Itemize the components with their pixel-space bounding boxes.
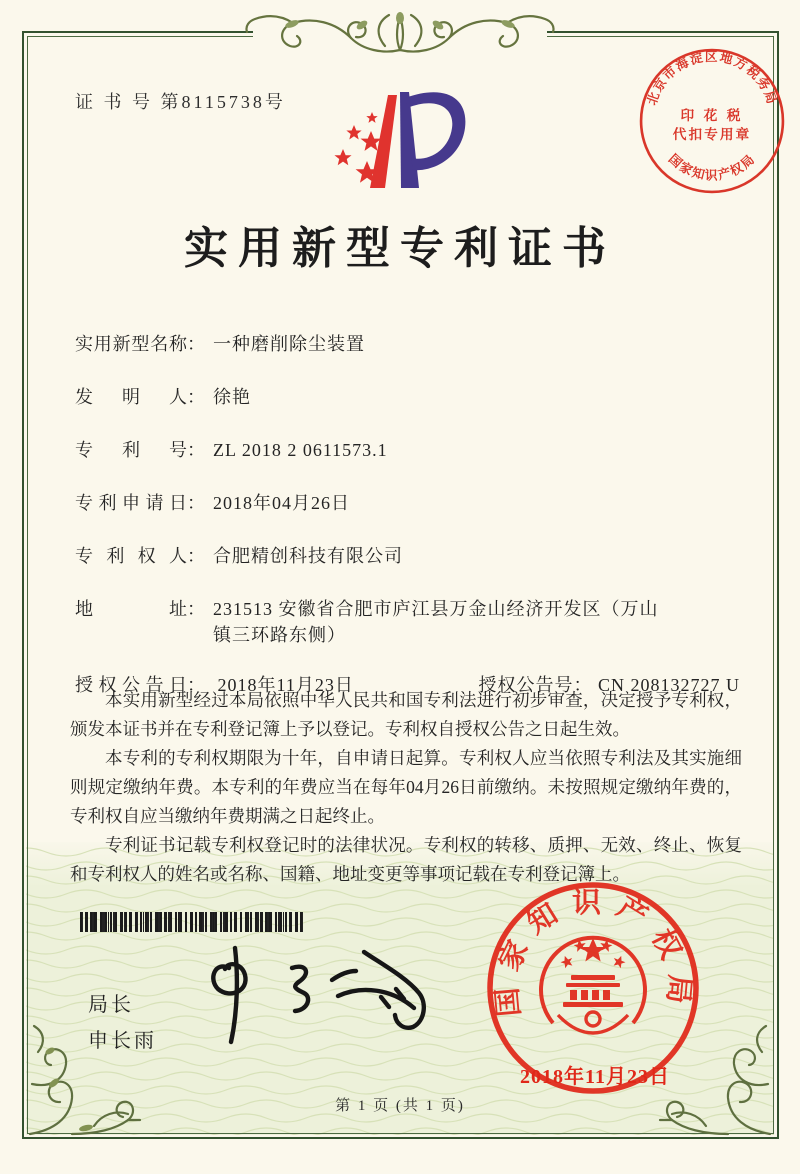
legal-text	[70, 686, 742, 889]
field-value: 徐艳	[213, 387, 251, 407]
commissioner-name: 申长雨	[88, 1030, 157, 1052]
certificate-title: 实用新型专利证书	[184, 224, 616, 273]
legal-paragraph-1: 本实用新型经过本局依照中华人民共和国专利法进行初步审查，决定授予专利权，颁发本证书并在专利登记簿上予以登记。专利权自授权公告之日起生效。	[70, 690, 742, 739]
certificate-number: 证 书 号 第8115738号	[75, 92, 286, 112]
grant-number-value: CN 208132727 U	[597, 675, 740, 695]
field-colon: ：	[573, 675, 593, 695]
field-label: 授权公告日	[75, 675, 187, 695]
svg-text:国家知识产权局	[666, 152, 758, 183]
field-label: 发明人	[75, 387, 187, 407]
field-colon: ：	[187, 387, 205, 407]
commissioner-signature	[195, 936, 435, 1054]
seal-arc-text: 国家知识产权局	[490, 887, 696, 1018]
field-list	[75, 331, 745, 699]
tax-stamp-center-line1: 印 花 税	[680, 107, 744, 123]
barcode	[80, 912, 304, 932]
field-value: 2018年04月26日	[213, 493, 350, 513]
seal-date: 2018年11月23日	[520, 1066, 670, 1088]
field-row-filing-date	[75, 490, 745, 517]
grant-number-label: 授权公告号	[478, 675, 574, 695]
field-value: 231513 安徽省合肥市庐江县万金山经济开发区（万山镇三环路东侧）	[213, 599, 659, 645]
field-colon: ：	[187, 675, 205, 695]
tax-stamp-center-line2: 代扣专用章	[672, 127, 752, 143]
tax-stamp	[636, 45, 788, 197]
field-colon: ：	[187, 599, 205, 619]
field-value: 2018年11月23日	[217, 675, 354, 695]
field-colon: ：	[187, 334, 205, 354]
tax-stamp-top-arc-text: 北京市海淀区地方税务局	[644, 49, 780, 107]
field-label: 实用新型名称	[75, 334, 187, 354]
svg-text:北京市海淀区地方税务局	[645, 49, 779, 107]
field-value: 一种磨削除尘装置	[213, 334, 365, 354]
legal-paragraph-3: 专利证书记载专利权登记时的法律状况。专利权的转移、质押、无效、终止、恢复和专利权人的姓名或名称、国籍、地址变更等事项记载在专利登记簿上。	[70, 835, 742, 884]
field-label: 专利权人	[75, 546, 187, 566]
field-row-patentee	[75, 543, 745, 570]
field-label: 地址	[75, 599, 187, 619]
field-row-patent-number	[75, 437, 745, 464]
field-row-address	[75, 596, 745, 648]
field-value: ZL 2018 2 0611573.1	[213, 440, 388, 460]
field-colon: ：	[187, 493, 205, 513]
tax-stamp-bottom-arc-text: 国家知识产权局	[665, 151, 759, 183]
field-label: 专利号	[75, 440, 187, 460]
field-colon: ：	[187, 440, 205, 460]
legal-paragraph-2: 本专利的专利权期限为十年，自申请日起算。专利权人应当依照专利法及其实施细则规定缴纳年费。本专利的年费应当在每年04月26日前缴纳。未按照规定缴纳年费的，专利权自应当缴纳年费期满之日起终止。	[70, 748, 742, 826]
field-label: 专利申请日	[75, 493, 187, 513]
cnipa-logo	[325, 70, 500, 208]
field-row-inventor	[75, 384, 745, 411]
page-number: 第 1 页 (共 1 页)	[335, 1098, 465, 1114]
field-colon: ：	[187, 546, 205, 566]
field-row-utility-model-name	[75, 331, 745, 358]
commissioner-title: 局长	[88, 994, 134, 1016]
field-value: 合肥精创科技有限公司	[213, 546, 403, 566]
top-border-flourish-ornament	[235, 8, 565, 62]
